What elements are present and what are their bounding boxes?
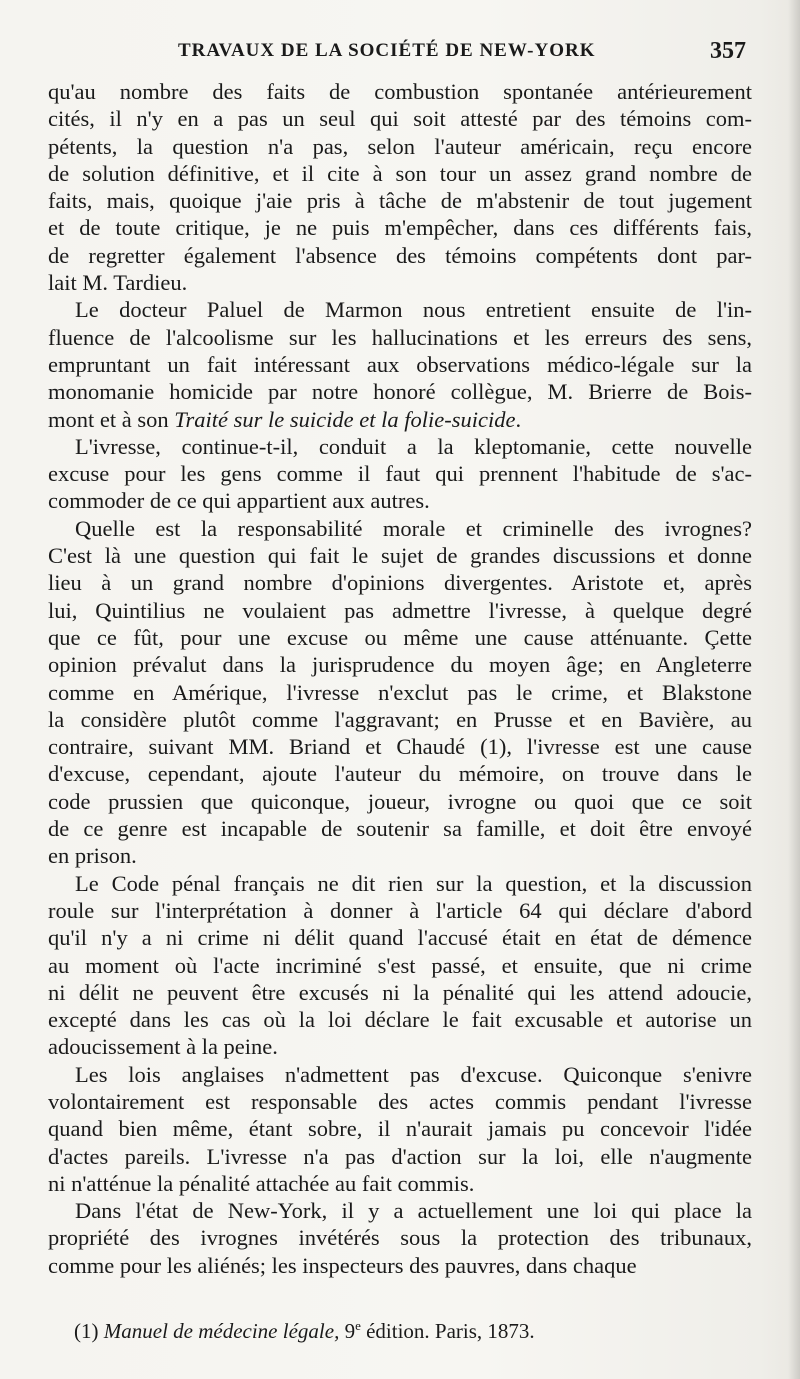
text-line: lait M. Tardieu. — [48, 270, 188, 296]
text-line: faits, mais, quoique j'aie pris à tâche de m'abstenir de tout jugement — [48, 188, 752, 214]
text-line: roule sur l'interprétation à donner à l'article 64 qui déclare d'abord — [48, 897, 752, 923]
paragraph — [48, 78, 752, 296]
text-line: propriété des ivrognes invétérés sous la protection des tribunaux, — [48, 1225, 752, 1251]
text-line: de ce genre est incapable de soutenir sa famille, et doit être envoyé — [48, 816, 752, 842]
text-line: Le Code pénal français ne dit rien sur la question, et la discussion — [75, 870, 752, 896]
text-line: opinion prévalut dans la jurisprudence du moyen âge; en Angleterre — [48, 652, 752, 678]
text-line: au moment où l'acte incriminé s'est passé, et ensuite, que ni crime — [48, 952, 752, 978]
text-line: mont et à son Traité sur le suicide et la folie-suicide. — [48, 406, 522, 432]
page-edge-shadow — [788, 0, 800, 1379]
text-line: monomanie homicide par notre honoré collègue, M. Brierre de Bois- — [48, 379, 752, 405]
text-line: empruntant un fait intéressant aux observations médico-légale sur la — [48, 351, 752, 377]
running-title: TRAVAUX DE LA SOCIÉTÉ DE NEW-YORK — [178, 40, 596, 61]
text-line: fluence de l'alcoolisme sur les hallucinations et les erreurs des sens, — [48, 324, 752, 350]
footnote-title: Manuel de médecine légale, — [103, 1319, 340, 1343]
text-line: de solution définitive, et il cite à son tour un assez grand nombre de — [48, 160, 752, 186]
text-line: de regretter également l'absence des témoins compétents dont par- — [48, 242, 752, 268]
text-line: excepté dans les cas où la loi déclare le fait excusable et autorise un — [48, 1007, 752, 1033]
text-line: contraire, suivant MM. Briand et Chaudé (1), l'ivresse est une cause — [48, 734, 752, 760]
page-number: 357 — [710, 38, 746, 64]
text-line: lui, Quintilius ne voulaient pas admettre l'ivresse, à quelque degré — [48, 597, 752, 623]
paragraph — [48, 433, 752, 515]
paragraph — [48, 870, 752, 1061]
text-line: adoucissement à la peine. — [48, 1034, 278, 1060]
text-line: Les lois anglaises n'admettent pas d'excuse. Quiconque s'enivre — [75, 1061, 752, 1087]
text-line: pétents, la question n'a pas, selon l'auteur américain, reçu encore — [48, 133, 752, 159]
text-line: Dans l'état de New-York, il y a actuellement une loi qui place la — [75, 1198, 752, 1224]
text-line: volontairement est responsable des actes commis pendant l'ivresse — [48, 1088, 752, 1114]
body-text — [48, 78, 752, 1279]
text-line: d'excuse, cependant, ajoute l'auteur du mémoire, on trouve dans le — [48, 761, 752, 787]
paragraph — [48, 296, 752, 432]
paragraph — [48, 1197, 752, 1279]
footnote-rest: 9e édition. Paris, 1873. — [339, 1318, 535, 1343]
text-line: en prison. — [48, 843, 137, 869]
text-line: comme en Amérique, l'ivresse n'exclut pas le crime, et Blakstone — [48, 679, 752, 705]
paragraph — [48, 1061, 752, 1197]
text-line: qu'il n'y a ni crime ni délit quand l'accusé était en état de démence — [48, 925, 752, 951]
footnote-marker: (1) — [74, 1319, 99, 1343]
text-line: C'est là une question qui fait le sujet de grandes discussions et donne — [48, 543, 752, 569]
book-title: Traité sur le suicide et la folie-suicide — [174, 406, 516, 432]
text-line: Quelle est la responsabilité morale et criminelle des ivrognes? — [75, 515, 752, 541]
text-line: d'actes pareils. L'ivresse n'a pas d'action sur la loi, elle n'augmente — [48, 1143, 752, 1169]
superscript: e — [355, 1318, 361, 1333]
text-line: et de toute critique, je ne puis m'empêcher, dans ces différents fais, — [48, 215, 752, 241]
text-line: excuse pour les gens comme il faut qui prennent l'habitude de s'ac- — [48, 461, 752, 487]
text-line: code prussien que quiconque, joueur, ivrogne ou quoi que ce soit — [48, 788, 752, 814]
text-line: quand bien même, étant sobre, il n'aurait jamais pu concevoir l'idée — [48, 1116, 752, 1142]
paragraph — [48, 515, 752, 870]
footnote — [74, 1318, 535, 1344]
text-line: la considère plutôt comme l'aggravant; en Prusse et en Bavière, au — [48, 706, 752, 732]
text-line: ni n'atténue la pénalité attachée au fait commis. — [48, 1170, 475, 1196]
text-line: comme pour les aliénés; les inspecteurs des pauvres, dans chaque — [48, 1252, 637, 1278]
text-line: lieu à un grand nombre d'opinions divergentes. Aristote et, après — [48, 570, 752, 596]
text-line: qu'au nombre des faits de combustion spontanée antérieurement — [48, 79, 752, 104]
page-header — [48, 38, 752, 72]
text-line: ni délit ne peuvent être excusés ni la pénalité qui les attend adoucie, — [48, 979, 752, 1005]
text-line: commoder de ce qui appartient aux autres. — [48, 488, 430, 514]
text-line: que ce fût, pour une excuse ou même une cause atténuante. Çette — [48, 624, 752, 650]
text-line: cités, il n'y en a pas un seul qui soit attesté par des témoins com- — [48, 106, 752, 132]
text-line: L'ivresse, continue-t-il, conduit a la kleptomanie, cette nouvelle — [75, 433, 752, 459]
text-line: Le docteur Paluel de Marmon nous entretient ensuite de l'in- — [75, 297, 752, 323]
